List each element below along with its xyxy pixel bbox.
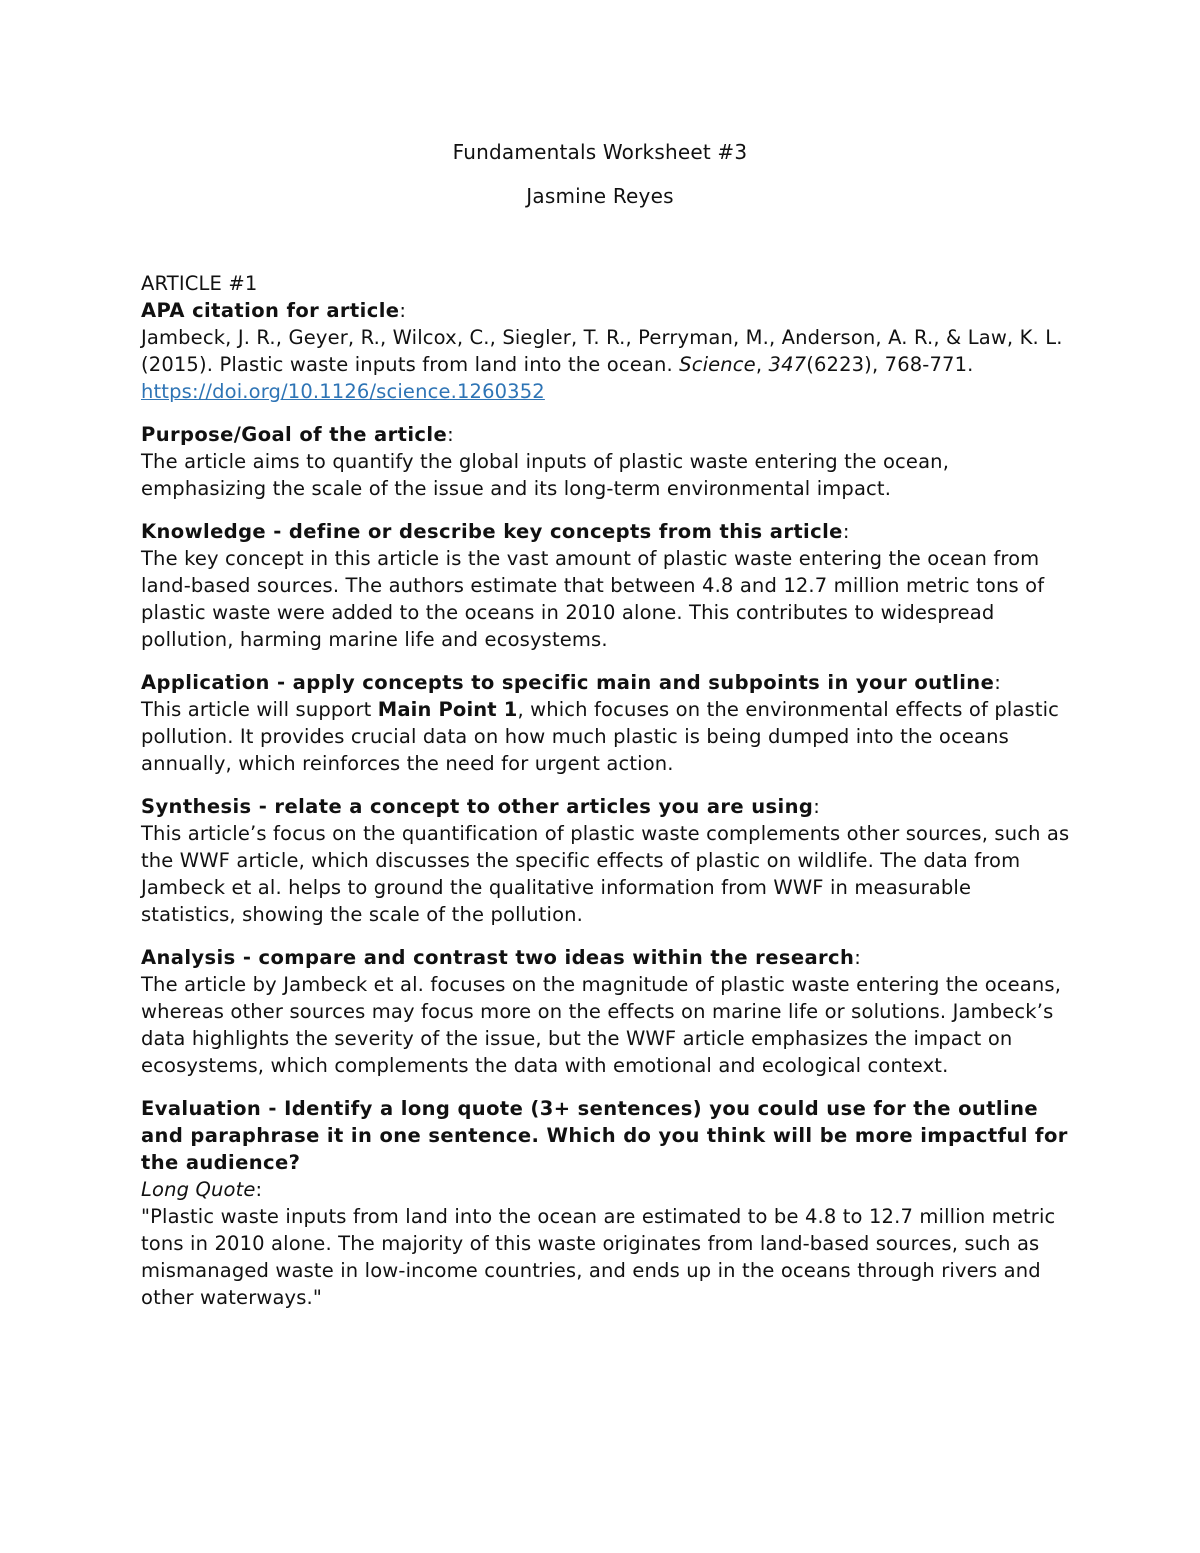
citation-volume: 347 — [768, 353, 807, 376]
analysis-colon: : — [854, 946, 862, 969]
purpose-answer: The article aims to quantify the global inputs of plastic waste entering the ocean, emphasizing the scale of the issue and its long-term environmental impact. — [141, 450, 950, 500]
knowledge-question: Knowledge - define or describe key concepts from this article — [141, 520, 843, 543]
article-label: ARTICLE #1 — [141, 272, 258, 295]
synthesis-answer: This article’s focus on the quantification of plastic waste complements other sources, such as the WWF article, which discusses the specific effects of plastic on wildlife. The data from Jambeck et al. helps to ground the qualitative information from WWF in measurable statistics, showing the scale of the pollution. — [141, 822, 1070, 926]
worksheet-content — [141, 270, 1071, 1327]
synthesis-colon: : — [813, 795, 820, 818]
doi-link[interactable]: https://doi.org/10.1126/science.1260352 — [141, 380, 545, 403]
knowledge-answer: The key concept in this article is the vast amount of plastic waste entering the ocean from land-based sources. The authors estimate that between 4.8 and 12.7 million metric tons of plastic waste were added to the oceans in 2010 alone. This contributes to widespread pollution, harming marine life and ecosystems. — [141, 547, 1045, 651]
citation-question: APA citation for article — [141, 299, 400, 322]
application-answer-start: This article will support — [141, 698, 378, 721]
application-colon: : — [994, 671, 1001, 694]
purpose-colon: : — [447, 423, 454, 446]
long-quote-colon: : — [255, 1178, 263, 1201]
application-section — [141, 669, 1071, 777]
evaluation-question: Evaluation - Identify a long quote (3+ sentences) you could use for the outline and paraphrase it in one sentence. Which do you think will be more impactful for the audience? — [141, 1097, 1068, 1174]
citation-separator: , — [755, 353, 769, 376]
purpose-question: Purpose/Goal of the article — [141, 423, 448, 446]
synthesis-question: Synthesis - relate a concept to other articles you are using — [141, 795, 814, 818]
application-question: Application - apply concepts to specific main and subpoints in your outline — [141, 671, 995, 694]
citation-section — [141, 297, 1071, 405]
author-name: Jasmine Reyes — [526, 184, 674, 208]
application-answer — [141, 696, 1071, 777]
analysis-answer: The article by Jambeck et al. focuses on the magnitude of plastic waste entering the oceans, whereas other sources may focus more on the effects on marine life or solutions. Jambeck’s data highlights the severity of the issue, but the WWF article emphasizes the impact on ecosystems, which complements the data with emotional and ecological context. — [141, 973, 1062, 1077]
long-quote-label: Long Quote — [141, 1178, 256, 1201]
citation-text — [141, 324, 1071, 405]
application-answer-rest: , which focuses on the environmental effects of plastic pollution. It provides crucial data on how much plastic is being dumped into the oceans annually, which reinforces the need for urgent action. — [141, 698, 1060, 775]
purpose-section — [141, 421, 1071, 502]
evaluation-section — [141, 1095, 1071, 1311]
citation-authors-title: Jambeck, J. R., Geyer, R., Wilcox, C., Siegler, T. R., Perryman, M., Anderson, A. R., & Law, K. L. (2015). Plastic waste inputs from land into the ocean. — [141, 326, 1063, 376]
citation-journal: Science — [679, 353, 756, 376]
analysis-question: Analysis - compare and contrast two ideas within the research — [141, 946, 855, 969]
synthesis-section — [141, 793, 1071, 928]
citation-issue-pages: (6223), 768-771. — [806, 353, 974, 376]
worksheet-title: Fundamentals Worksheet #3 — [452, 140, 748, 164]
main-point-label: Main Point 1 — [377, 698, 518, 721]
analysis-section — [141, 944, 1071, 1079]
knowledge-colon: : — [842, 520, 850, 543]
long-quote-text: "Plastic waste inputs from land into the ocean are estimated to be 4.8 to 12.7 million metric tons in 2010 alone. The majority of this waste originates from land-based sources, such as mismanaged waste in low-income countries, and ends up in the oceans through rivers and other waterways." — [141, 1205, 1056, 1309]
knowledge-section — [141, 518, 1071, 653]
citation-colon: : — [399, 299, 407, 322]
